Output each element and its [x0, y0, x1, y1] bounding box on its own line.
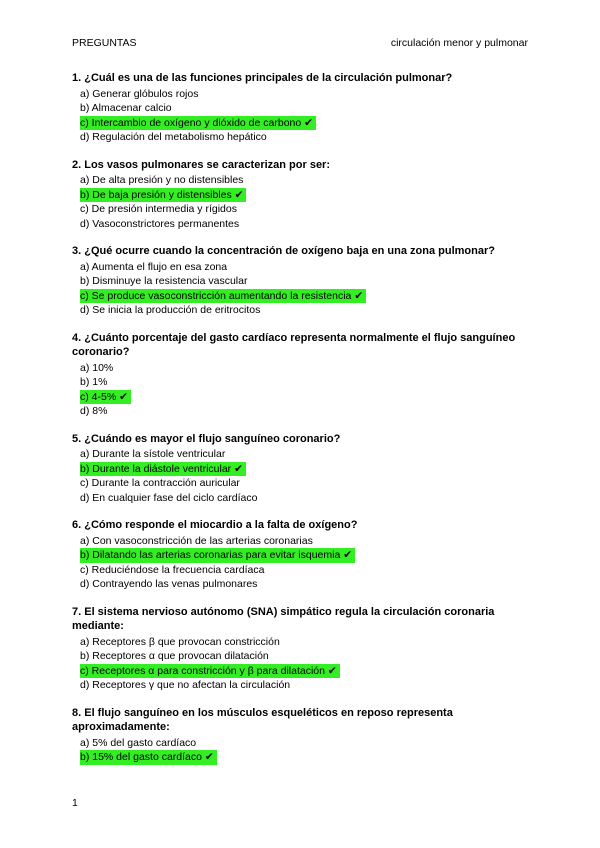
- question-title: 8. El flujo sanguíneo en los músculos esqueléticos en reposo representa aproximadamente:: [72, 706, 453, 733]
- answer-option: [72, 274, 542, 289]
- answer-option-text: a) Durante la sístole ventricular: [80, 448, 226, 460]
- answer-option: [72, 736, 542, 751]
- answer-option-text: c) Intercambio de oxígeno y dióxido de carbono ✔: [80, 116, 316, 131]
- header-left-title: PREGUNTAS: [72, 37, 137, 49]
- questions-list: [72, 71, 542, 778]
- page-number: 1: [72, 797, 78, 809]
- answer-option: [72, 202, 542, 217]
- answer-option-text: d) Se inicia la producción de eritrocitos: [80, 304, 261, 316]
- question-title: 6. ¿Cómo responde el miocardio a la falta de oxígeno?: [72, 519, 358, 531]
- question-5: [72, 432, 542, 506]
- question-title: 4. ¿Cuánto porcentaje del gasto cardíaco representa normalmente el flujo sanguíneo coronario?: [72, 331, 516, 358]
- answer-option-text: b) De baja presión y distensibles ✔: [80, 188, 246, 203]
- answer-option-text: b) 1%: [80, 376, 108, 388]
- answer-option: [72, 303, 542, 318]
- answer-option: [72, 130, 542, 145]
- question-title: 7. El sistema nervioso autónomo (SNA) simpático regula la circulación coronaria mediante:: [72, 605, 495, 632]
- answer-option-text: c) Se produce vasoconstricción aumentando la resistencia ✔: [80, 289, 366, 304]
- answer-option: [72, 361, 542, 376]
- answer-option-text: d) Vasoconstrictores permanentes: [80, 217, 240, 230]
- question-title: 5. ¿Cuándo es mayor el flujo sanguíneo coronario?: [72, 432, 341, 445]
- question-4: [72, 331, 542, 419]
- answer-option: [72, 491, 542, 506]
- answer-option: [72, 577, 542, 592]
- answer-option-text: c) Receptores α para constricción y β para dilatación ✔: [80, 664, 340, 679]
- answer-option-text: b) Durante la diástole ventricular ✔: [80, 462, 246, 477]
- question-7: [72, 605, 542, 693]
- answer-option: [72, 375, 542, 390]
- header-right-title: circulación menor y pulmonar: [390, 37, 528, 49]
- question-8: [72, 706, 542, 765]
- answer-option-correct: [72, 188, 542, 203]
- answer-option-text: c) De presión intermedia y rígidos: [80, 203, 237, 215]
- answer-option-correct: [72, 750, 542, 765]
- answer-option-correct: [72, 548, 542, 563]
- answer-option-text: c) Durante la contracción auricular: [80, 477, 240, 489]
- answer-option-text: c) Reduciéndose la frecuencia cardíaca: [80, 563, 265, 576]
- answer-option-text: c) 4-5% ✔: [80, 390, 131, 405]
- answer-option-correct: [72, 289, 542, 304]
- answer-option-text: b) Dilatando las arterias coronarias para evitar isquemia ✔: [80, 548, 355, 563]
- answer-option-correct: [72, 664, 542, 679]
- answer-option: [72, 173, 542, 188]
- question-title: 3. ¿Qué ocurre cuando la concentración de oxígeno baja en una zona pulmonar?: [72, 245, 495, 257]
- question-3: [72, 244, 542, 318]
- question-title: 2. Los vasos pulmonares se caracterizan por ser:: [72, 158, 331, 171]
- answer-option-text: d) Contrayendo las venas pulmonares: [80, 578, 258, 590]
- answer-option-text: d) Regulación del metabolismo hepático: [80, 131, 267, 143]
- answer-option: [72, 678, 542, 693]
- answer-option: [72, 101, 542, 116]
- answer-option: [72, 476, 542, 491]
- answer-option-correct: [72, 116, 542, 131]
- answer-option-text: d) 8%: [80, 405, 108, 417]
- answer-option: [72, 534, 542, 549]
- answer-option-text: d) Receptores γ que no afectan la circulación: [80, 679, 291, 691]
- answer-option: [72, 447, 542, 462]
- answer-option-text: a) Generar glóbulos rojos: [80, 87, 199, 100]
- answer-option-text: d) En cualquier fase del ciclo cardíaco: [80, 491, 258, 504]
- answer-option-text: a) Aumenta el flujo en esa zona: [80, 260, 228, 273]
- answer-option: [72, 635, 542, 650]
- question-title: 1. ¿Cuál es una de las funciones principales de la circulación pulmonar?: [72, 72, 453, 84]
- answer-option-correct: [72, 462, 542, 477]
- answer-option: [72, 217, 542, 232]
- answer-option-text: a) De alta presión y no distensibles: [80, 174, 244, 186]
- answer-option-text: a) Receptores β que provocan constricción: [80, 635, 280, 648]
- answer-option: [72, 404, 542, 419]
- answer-option-correct: [72, 390, 542, 405]
- question-2: [72, 158, 542, 232]
- answer-option-text: a) Con vasoconstricción de las arterias coronarias: [80, 534, 313, 547]
- answer-option-text: b) 15% del gasto cardíaco ✔: [80, 750, 217, 765]
- answer-option-text: a) 5% del gasto cardíaco: [80, 736, 197, 749]
- answer-option: [72, 563, 542, 578]
- answer-option-text: b) Disminuye la resistencia vascular: [80, 275, 248, 287]
- answer-option: [72, 649, 542, 664]
- answer-option-text: b) Receptores α que provocan dilatación: [80, 650, 269, 662]
- answer-option: [72, 87, 542, 102]
- answer-option: [72, 260, 542, 275]
- answer-option-text: a) 10%: [80, 361, 114, 374]
- answer-option-text: b) Almacenar calcio: [80, 102, 172, 114]
- question-1: [72, 71, 542, 145]
- question-6: [72, 518, 542, 592]
